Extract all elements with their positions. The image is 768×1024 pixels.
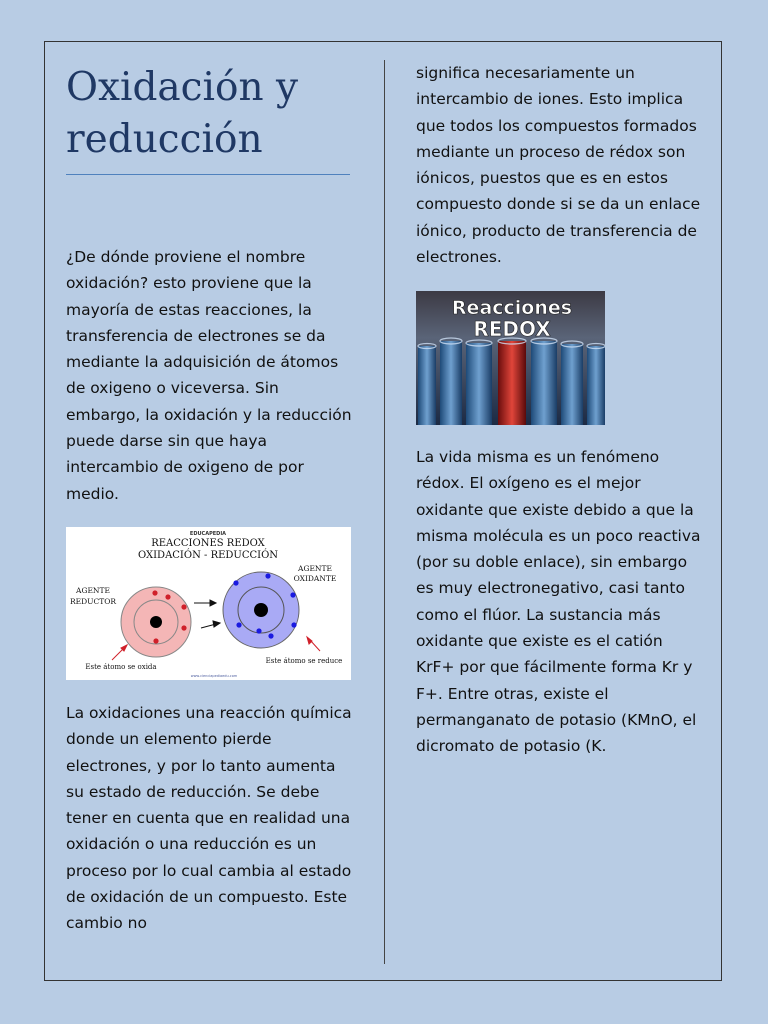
test-tubes xyxy=(418,338,605,425)
diagram-title-line1: REACCIONES REDOX xyxy=(151,538,265,549)
paragraph-redox-life: La vida misma es un fenómeno rédox. El oxígeno es el mejor oxidante que existe debido a que la misma molécula es un poco reactiva (por su doble enlace), sin embargo es muy electronegativo, casi tanto como el flúor. La sustancia más oxidante que existe es el catión KrF+ por que fácilmente forma Kr y F+. Entre otras, existe el permanganato de potasio (KMnO, el dicromato de potasio (K. xyxy=(416,448,701,756)
title-underline xyxy=(66,174,350,175)
photo-title-line1: Reacciones xyxy=(451,297,573,319)
electron-transfer-arrows xyxy=(194,600,220,628)
oxidant-label-2: OXIDANTE xyxy=(293,574,337,583)
diagram-title-line2: OXIDACIÓN - REDUCCIÓN xyxy=(137,550,279,561)
redox-diagram-image xyxy=(66,527,351,680)
diagram-source: EDUCAPEDIA xyxy=(189,531,227,537)
oxidant-label-1: AGENTE xyxy=(298,564,332,573)
photo-title-line2: REDOX xyxy=(473,317,551,341)
reducer-label-2: REDUCTOR xyxy=(70,597,116,606)
caption-reduced: Este átomo se reduce xyxy=(265,657,343,665)
column-divider xyxy=(384,60,385,964)
reducer-atom xyxy=(121,587,191,657)
page-title: Oxidación y reducción xyxy=(66,65,299,162)
paragraph-intro: ¿De dónde proviene el nombre oxidación? esto proviene que la mayoría de estas reacciones, la transferencia de electrones se da mediante la adquisición de átomos de oxigeno o viceversa. Sin embargo, la oxidación y la reducción puede darse sin que haya intercambio de oxigeno de por medio. xyxy=(66,248,352,503)
redox-test-tubes-photo xyxy=(416,291,605,425)
caption-oxidized: Este átomo se oxida xyxy=(85,663,157,671)
oxidant-atom xyxy=(223,572,299,648)
paragraph-oxidation-definition: La oxidaciones una reacción química donde un elemento pierde electrones, y por lo tanto aumenta su estado de reducción. Se debe tener en cuenta que en realidad una oxidación o una reducción es un proceso por lo cual cambia al estado de oxidación de un compuesto. Este cambio no xyxy=(66,704,352,933)
reducer-label-1: AGENTE xyxy=(76,586,110,595)
diagram-footer: www.cienciapediaedu.com xyxy=(190,674,238,678)
paragraph-continuation: significa necesariamente un intercambio de iones. Esto implica que todos los compuestos formados mediante un proceso de rédox son iónicos, puestos que es en estos compuesto donde si se da un enlace iónico, producto de transferencia de electrones. xyxy=(416,64,701,267)
